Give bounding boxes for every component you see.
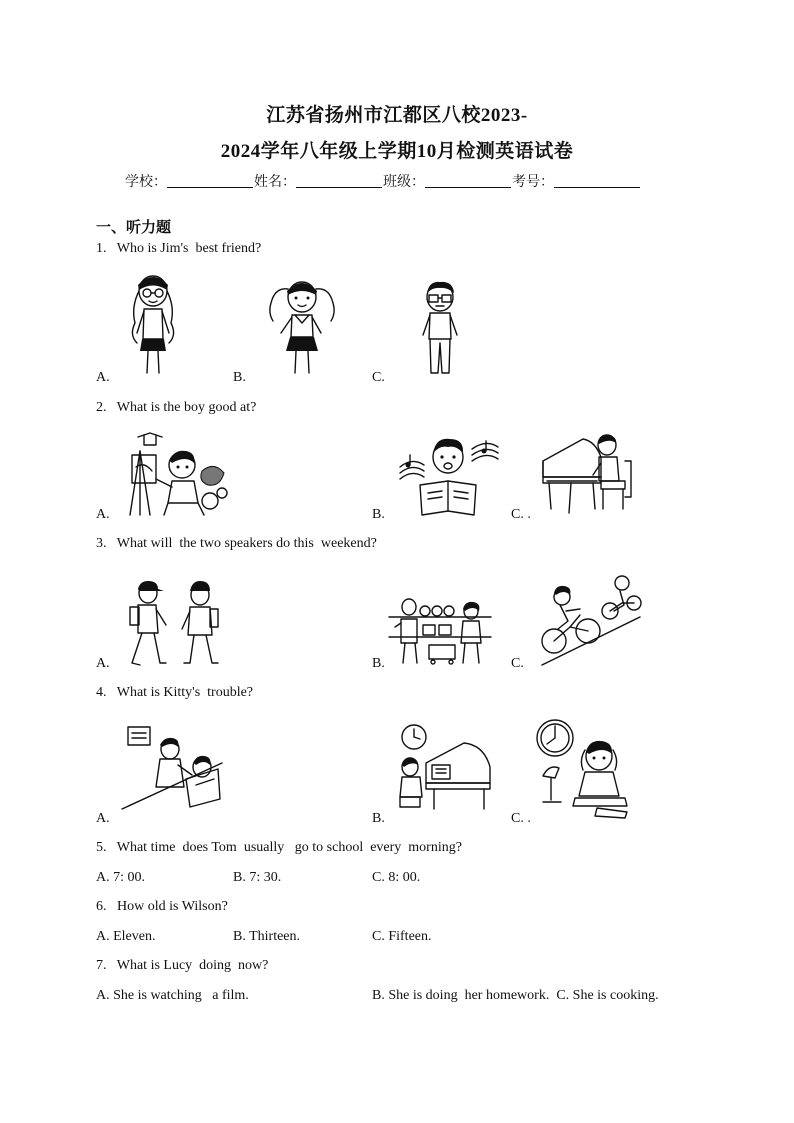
school-blank[interactable] [167, 173, 253, 188]
question-2-option-a[interactable]: A. [96, 507, 110, 522]
student-info-line [125, 171, 641, 191]
school-label: 学校： [125, 175, 167, 190]
question-1-option-c[interactable]: C. [372, 370, 385, 385]
class-blank[interactable] [425, 173, 511, 188]
question-6-option-c[interactable]: C. Fifteen. [372, 929, 432, 944]
question-6-option-b[interactable]: B. Thirteen. [233, 929, 301, 944]
question-1-stem: 1. Who is Jim's best friend? [96, 241, 262, 256]
exam-number-blank[interactable] [554, 173, 640, 188]
question-1-option-a[interactable]: A. [96, 370, 110, 385]
boy-painting-icon [124, 431, 228, 517]
question-5-stem: 5. What time does Tom usually go to school every morning? [96, 840, 462, 855]
page-title-line2: 2024学年八年级上学期10月检测英语试卷 [220, 141, 574, 162]
kitty-studying-late-icon [535, 716, 633, 820]
question-4-stem: 4. What is Kitty's trouble? [96, 685, 254, 700]
question-3-option-c[interactable]: C. [511, 656, 524, 671]
question-3-stem: 3. What will the two speakers do this weekend? [96, 536, 377, 551]
question-2-stem: 2. What is the boy good at? [96, 400, 257, 415]
question-3-option-a[interactable]: A. [96, 656, 110, 671]
question-4-option-b[interactable]: B. [372, 811, 385, 826]
kids-hiking-icon [120, 579, 228, 667]
kitty-at-piano-icon [394, 723, 494, 811]
question-4-option-a[interactable]: A. [96, 811, 110, 826]
name-label: 姓名： [254, 175, 296, 190]
question-4-option-c[interactable]: C. . [511, 811, 531, 826]
kids-cycling-icon [540, 571, 642, 667]
question-7-option-a[interactable]: A. She is watching a film. [96, 988, 249, 1003]
question-1-option-b[interactable]: B. [233, 370, 246, 385]
exam-number-label: 考号： [512, 175, 554, 190]
boy-singing-icon [398, 433, 500, 517]
question-3-option-b[interactable]: B. [372, 656, 385, 671]
question-5-option-c[interactable]: C. 8: 00. [372, 870, 421, 885]
question-6-stem: 6. How old is Wilson? [96, 899, 228, 914]
boy-playing-piano-icon [539, 431, 635, 517]
girl-with-pigtails-icon [265, 277, 339, 377]
girl-with-glasses-icon [125, 273, 181, 377]
question-6-option-a[interactable]: A. Eleven. [96, 929, 156, 944]
name-blank[interactable] [296, 173, 382, 188]
question-2-option-b[interactable]: B. [372, 507, 385, 522]
question-2-option-c[interactable]: C. . [511, 507, 531, 522]
question-5-option-a[interactable]: A. 7: 00. [96, 870, 145, 885]
question-5-option-b[interactable]: B. 7: 30. [233, 870, 282, 885]
kitty-sick-in-bed-icon [120, 723, 224, 811]
question-7-option-bc[interactable]: B. She is doing her homework. C. She is cooking. [372, 988, 659, 1003]
section-heading: 一、听力题 [96, 220, 172, 236]
kids-shopping-icon [387, 597, 493, 665]
page-title-line1: 江苏省扬州市江都区八校2023- [266, 105, 528, 126]
boy-with-glasses-icon [413, 279, 467, 377]
question-7-stem: 7. What is Lucy doing now? [96, 958, 269, 973]
class-label: 班级： [383, 175, 425, 190]
